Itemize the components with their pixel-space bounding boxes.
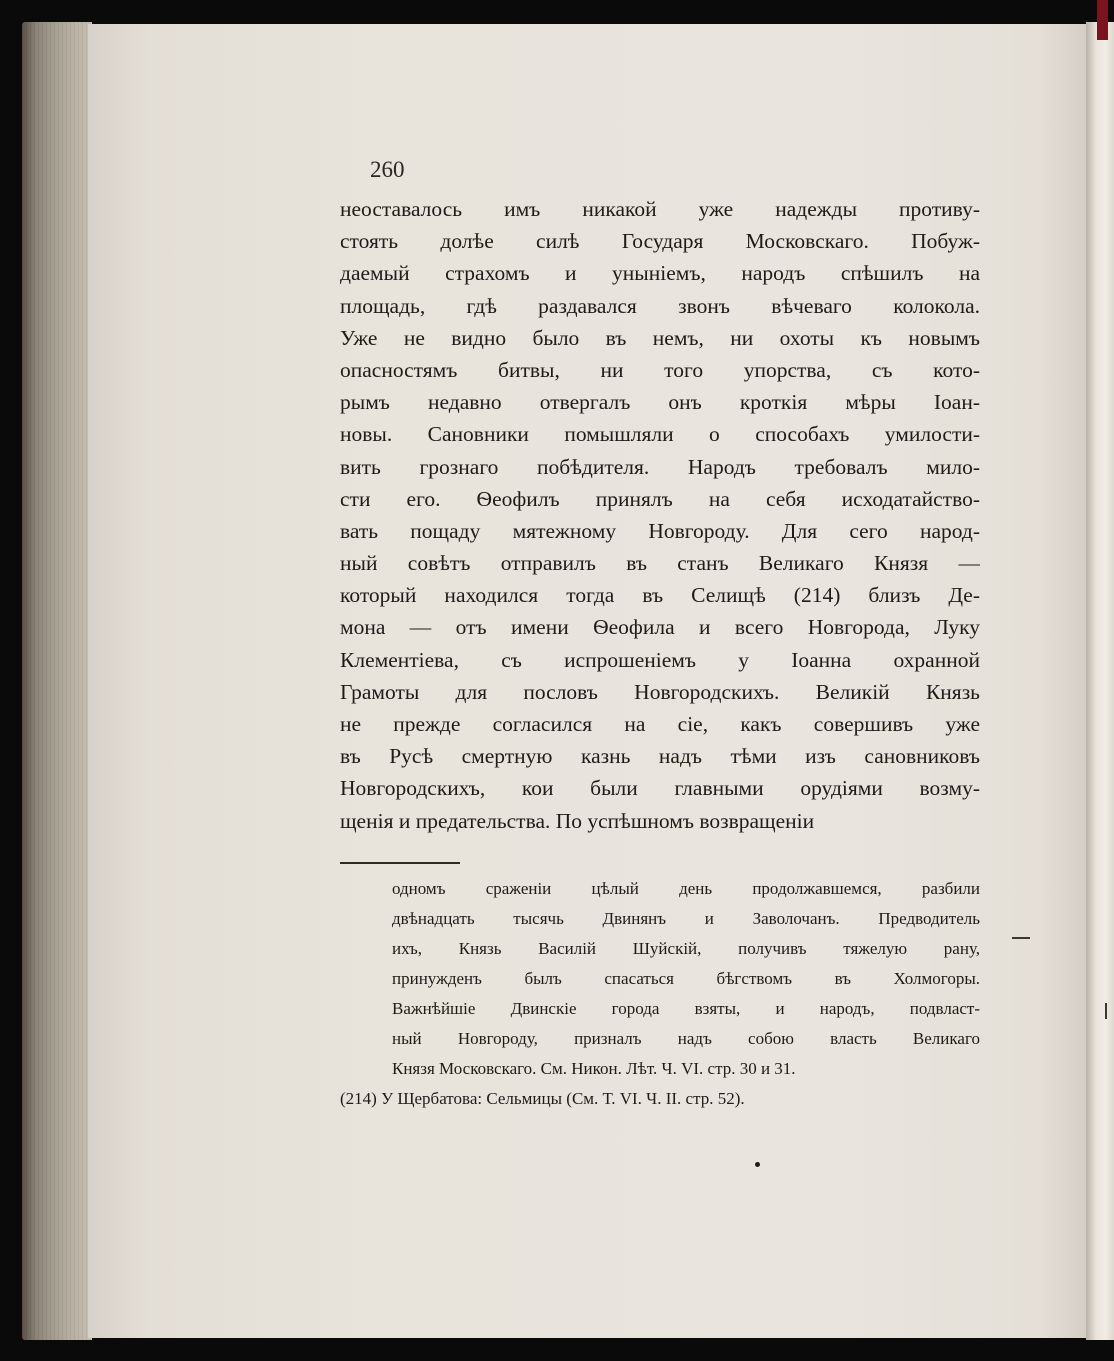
footnote-line: одномъ сраженіи цѣлый день продолжавшемся, разбили (392, 879, 980, 898)
main-text-line: въ Русѣ смертную казнь надъ тѣми изъ сановниковъ (340, 744, 980, 769)
footnote-line: (214) У Щербатова: Сельмицы (См. Т. VI. Ч. II. стр. 52). (340, 1089, 745, 1108)
main-text-line: даемый страхомъ и уныніемъ, народъ спѣшилъ на (340, 261, 980, 286)
footnote-divider (340, 862, 460, 864)
footnotes-block (340, 874, 980, 1114)
main-text-line: вить грознаго побѣдителя. Народъ требовалъ мило- (340, 454, 980, 479)
margin-mark (1012, 937, 1030, 939)
main-text-block (340, 193, 980, 837)
main-text-line: новы. Сановники помышляли о способахъ умилости- (340, 422, 980, 447)
main-text-line: стоять долѣе силѣ Государя Московскаго. Побуж- (340, 229, 980, 254)
bookmark-ribbon (1097, 0, 1108, 40)
footnote-line: ный Новгороду, призналъ надъ собою власть Великаго (392, 1029, 980, 1048)
main-text-line: рымъ недавно отвергалъ онъ кроткія мѣры Іоан- (340, 390, 980, 415)
book-gutter (1086, 22, 1114, 1340)
main-text-line: Грамоты для пословъ Новгородскихъ. Великій Князь (340, 679, 980, 704)
main-text-line: вать пощаду мятежному Новгороду. Для сего народ- (340, 518, 980, 543)
main-text-line: неоставалось имъ никакой уже надежды противу- (340, 197, 980, 221)
main-text-line: сти его. Ѳеофилъ принялъ на себя исходатайство- (340, 486, 980, 511)
book-page-edges (22, 22, 92, 1340)
main-text-line: Новгородскихъ, кои были главными орудіями возму- (340, 776, 980, 801)
ink-spot (755, 1162, 760, 1167)
margin-mark (1105, 1003, 1107, 1019)
footnote-line: Важнѣйшіе Двинскіе города взяты, и народъ, подвласт- (392, 999, 980, 1018)
main-text-line: опасностямъ битвы, ни того упорства, съ кото- (340, 357, 980, 382)
main-text-line: Уже не видно было въ немъ, ни охоты къ новымъ (340, 325, 980, 350)
footnote-line: принужденъ былъ спасаться бѣгствомъ въ Холмогоры. (392, 969, 980, 988)
main-text-line: Клементіева, съ испрошеніемъ у Іоанна охранной (340, 647, 980, 672)
main-text-line: не прежде согласился на сіе, какъ совершивъ уже (340, 712, 980, 736)
footnote-line: ихъ, Князь Василій Шуйскій, получивъ тяжелую рану, (392, 939, 980, 958)
page-number: 260 (370, 157, 405, 182)
footnote-line: двѣнадцать тысячь Двинянъ и Заволочанъ. Предводитель (392, 909, 980, 928)
main-text-line: мона — отъ имени Ѳеофила и всего Новгорода, Луку (340, 615, 980, 640)
footnote-line: Князя Московскаго. См. Никон. Лѣт. Ч. VI. стр. 30 и 31. (392, 1059, 796, 1078)
main-text-line: площадь, гдѣ раздавался звонъ вѣчеваго колокола. (340, 293, 980, 318)
main-text-line: щенія и предательства. По успѣшномъ возвращеніи (340, 808, 815, 833)
main-text-line: который находился тогда въ Селищѣ (214) близъ Де- (340, 583, 980, 608)
main-text-line: ный совѣтъ отправилъ въ станъ Великаго Князя — (340, 551, 980, 576)
